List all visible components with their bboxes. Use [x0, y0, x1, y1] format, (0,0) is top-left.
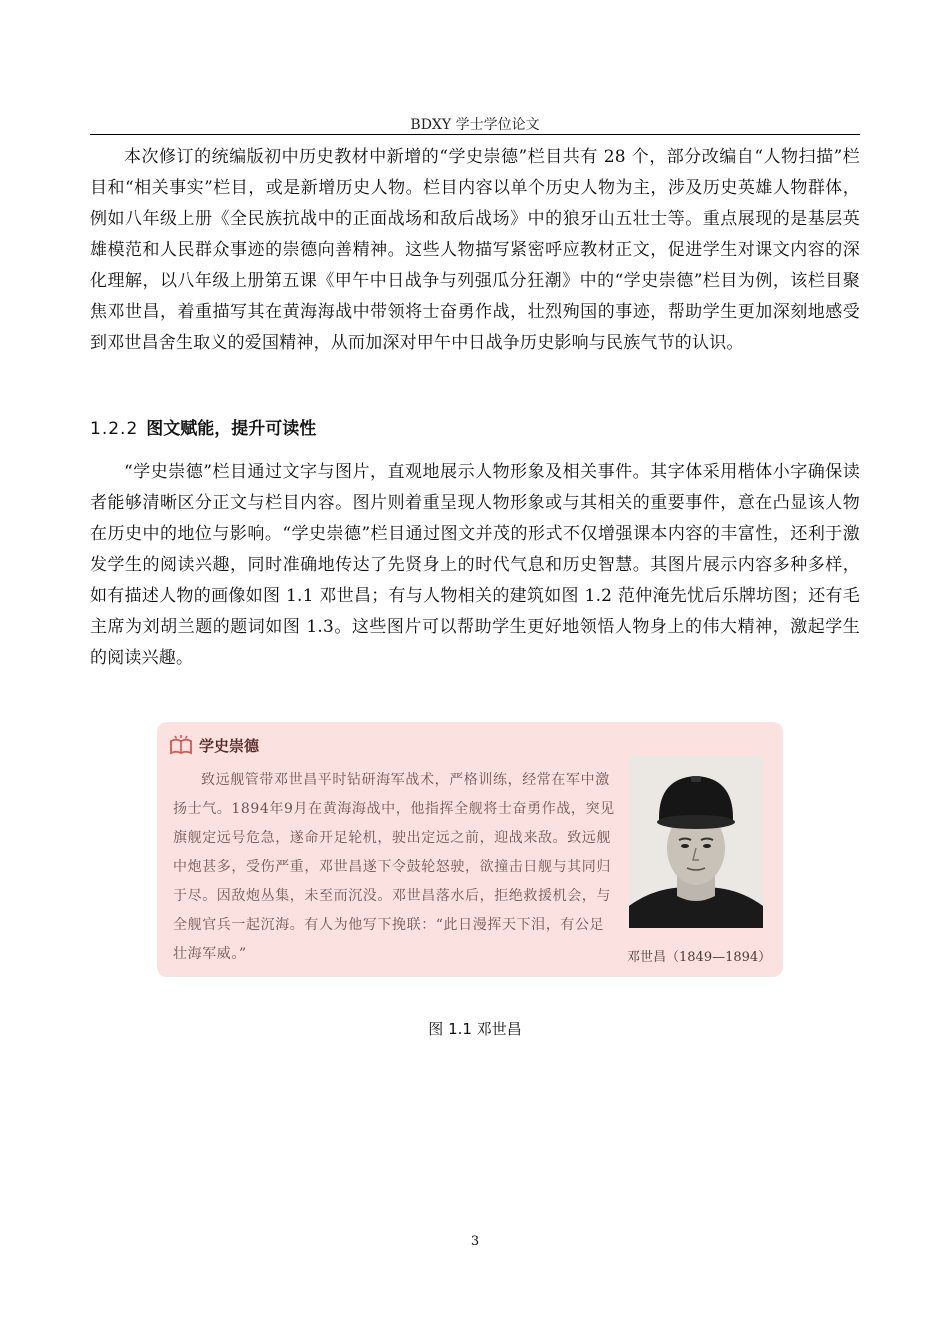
portrait-caption: 邓世昌（1849—1894）: [627, 950, 772, 965]
section-heading: [90, 414, 316, 439]
section-title: 图文赋能，提升可读性: [146, 419, 317, 439]
section-number: 1.2.2: [90, 419, 139, 439]
portrait-image: [629, 756, 763, 928]
body-paragraph-2: “学史崇德”栏目通过文字与图片，直观地展示人物形象及相关事件。其字体采用楷体小字确保读者能够清晰区分正文与栏目内容。图片则着重呈现人物形象或与其相关的重要事件，意在凸显该人物在历史中的地位与影响。“学史崇德”栏目通过图文并茂的形式不仅增强课本内容的丰富性，还利于激发学生的阅读兴趣，同时准确地传达了先贤身上的时代气息和历史智慧。其图片展示内容多种多样，如有描述人物的画像如图 1.1 邓世昌；有与人物相关的建筑如图 1.2 范仲淹先忧后乐牌坊图；还有毛主席为刘胡兰题的题词如图 1.3。这些图片可以帮助学生更好地领悟人物身上的伟大精神，激起学生的阅读兴趣。: [90, 462, 860, 668]
panel-text: 致远舰管带邓世昌平时钻研海军战术，严格训练，经常在军中激扬士气。1894年9月在黄海海战中，他指挥全舰将士奋勇作战，突见旗舰定远号危急，遂命开足轮机，驶出定远之前，迎战来敌。致远舰中炮甚多，受伤严重，邓世昌遂下令鼓轮怒驶，欲撞击日舰与其同归于尽。因敌炮丛集，未至而沉没。邓世昌落水后，拒绝救援机会，与全舰官兵一起沉海。有人为他写下挽联：“此日漫挥天下泪，有公足壮海军威。”: [173, 772, 615, 962]
page-number: 3: [470, 1234, 480, 1249]
panel-title-row: [169, 734, 259, 756]
open-book-icon: [169, 734, 193, 756]
header-divider: [90, 134, 860, 135]
body-paragraph-1: 本次修订的统编版初中历史教材中新增的“学史崇德”栏目共有 28 个，部分改编自“人物扫描”栏目和“相关事实”栏目，或是新增历史人物。栏目内容以单个历史人物为主，涉及历史英雄人物群体，例如八年级上册《全民族抗战中的正面战场和敌后战场》中的狼牙山五壮士等。重点展现的是基层英雄模范和人民群众事迹的崇德向善精神。这些人物描写紧密呼应教材正文，促进学生对课文内容的深化理解，以八年级上册第五课《甲午中日战争与列强瓜分狂潮》中的“学史崇德”栏目为例，该栏目聚焦邓世昌，着重描写其在黄海海战中带领将士奋勇作战，壮烈殉国的事迹，帮助学生更加深刻地感受到邓世昌舍生取义的爱国精神，从而加深对甲午中日战争历史影响与民族气节的认识。: [90, 147, 860, 353]
figure-caption: 图 1.1 邓世昌: [428, 1020, 522, 1038]
panel-title: 学史崇德: [199, 736, 260, 755]
running-header: BDXY 学士学位论文: [410, 117, 540, 133]
figure-panel: [157, 722, 783, 977]
